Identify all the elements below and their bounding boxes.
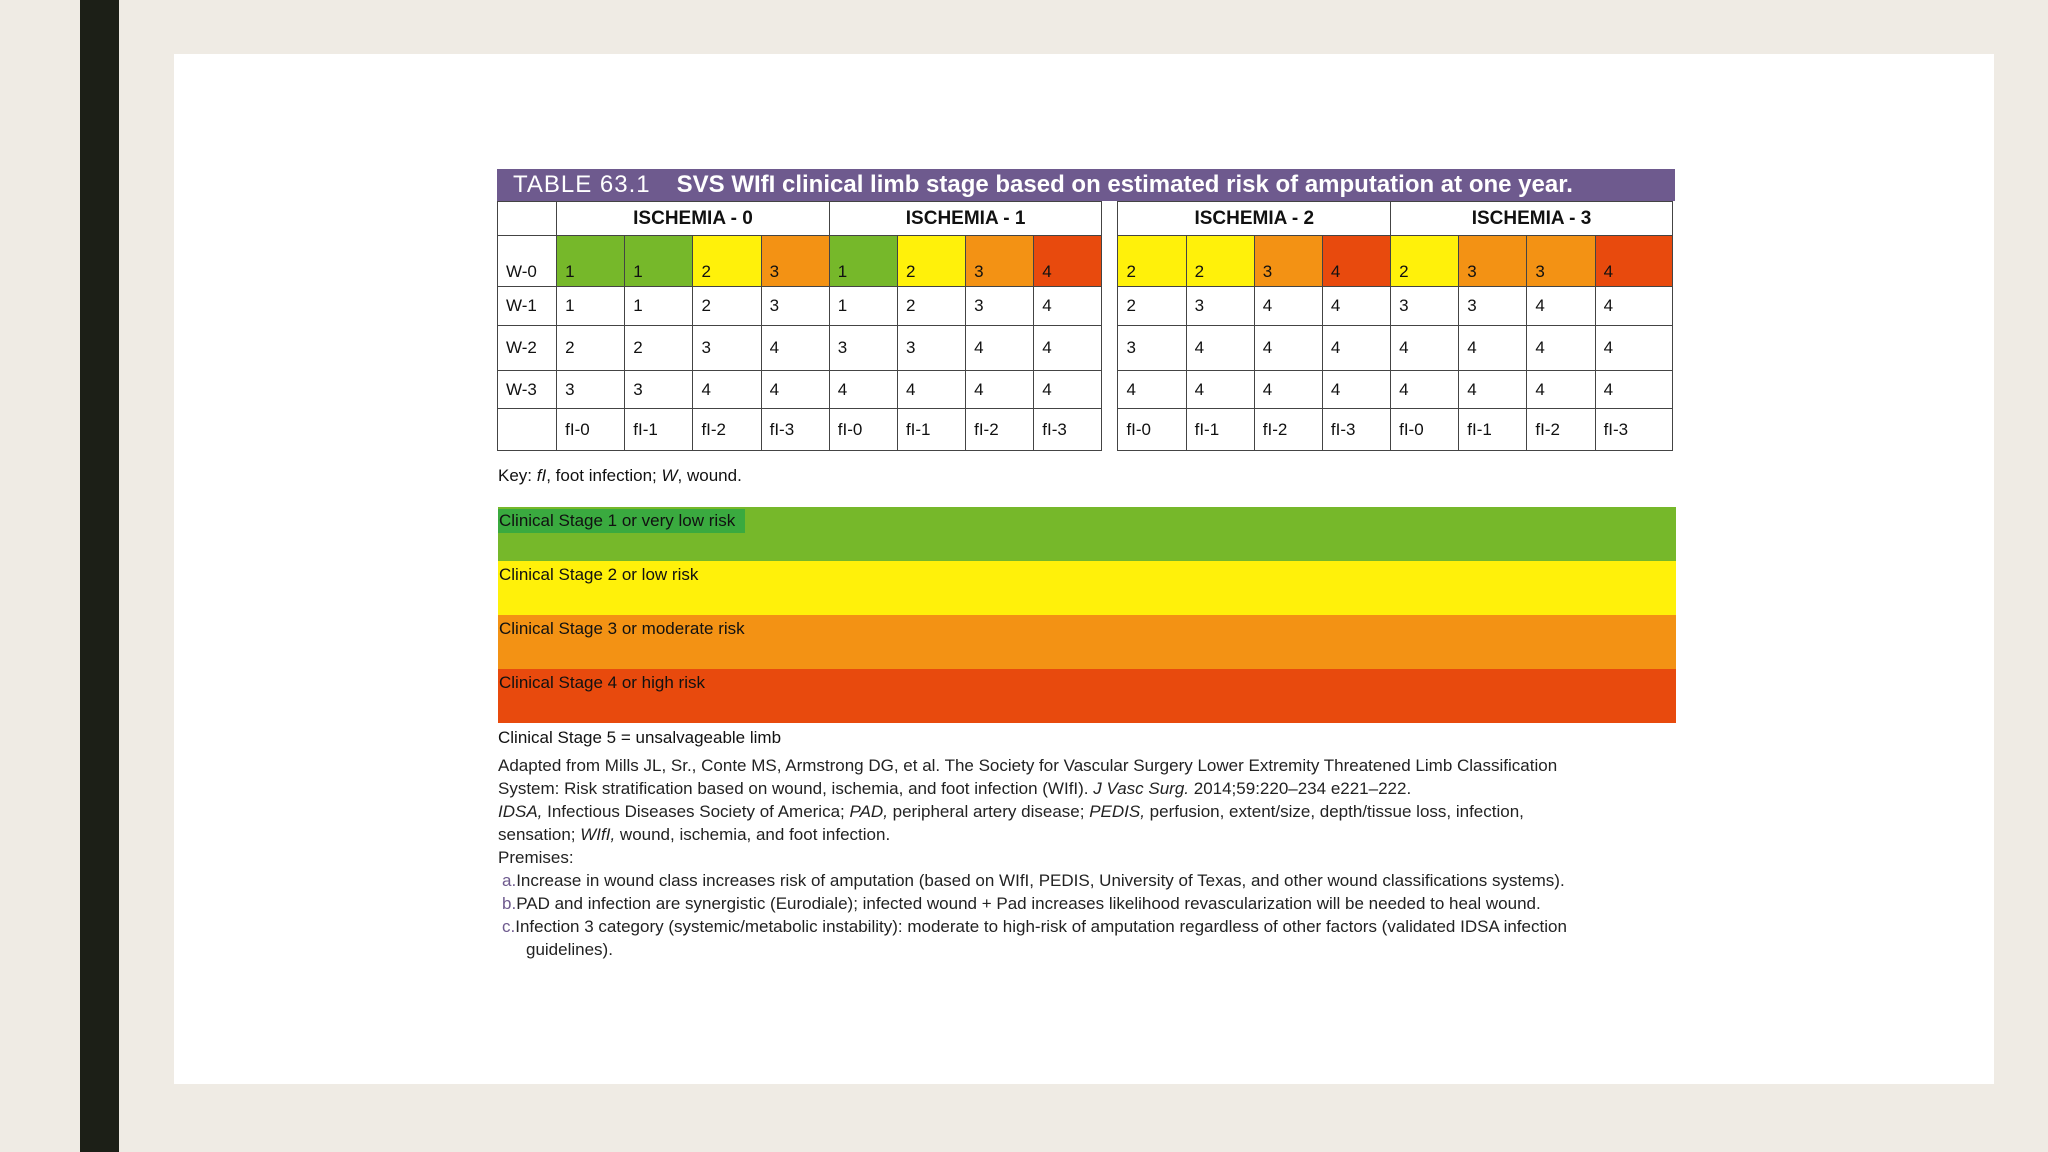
stage-cell: 4 bbox=[1391, 371, 1459, 409]
stage-cell: 4 bbox=[1322, 236, 1390, 287]
stage-cell: 4 bbox=[1322, 371, 1390, 409]
ischemia-header: ISCHEMIA - 0 bbox=[557, 202, 830, 236]
premise-c-continued: guidelines). bbox=[526, 940, 613, 959]
table-title-bar bbox=[497, 169, 1675, 201]
table-notes bbox=[498, 754, 1678, 961]
stage-5-note: Clinical Stage 5 = unsalvageable limb bbox=[498, 728, 782, 747]
legend-stage-1-label: Clinical Stage 1 or very low risk bbox=[498, 509, 745, 533]
legend-stage-2-label: Clinical Stage 2 or low risk bbox=[499, 565, 699, 584]
stage-cell: 3 bbox=[761, 287, 829, 326]
foot-infection-label: fI-0 bbox=[1391, 409, 1459, 451]
stage-cell: 4 bbox=[1595, 371, 1672, 409]
adapted-line-2 bbox=[498, 777, 1678, 800]
column-gap bbox=[1102, 371, 1118, 409]
legend-stage-2 bbox=[498, 561, 1676, 615]
stage-cell: 1 bbox=[557, 236, 625, 287]
key-w-def: , wound. bbox=[677, 466, 742, 485]
table-row bbox=[498, 287, 1673, 326]
stage-cell: 3 bbox=[829, 326, 897, 371]
column-gap bbox=[1102, 236, 1118, 287]
legend-stage-3-label: Clinical Stage 3 or moderate risk bbox=[499, 619, 745, 638]
stage-cell: 3 bbox=[1459, 287, 1527, 326]
premise-b-letter: b. bbox=[502, 894, 517, 913]
stage-cell: 2 bbox=[1391, 236, 1459, 287]
stage-cell: 3 bbox=[1186, 287, 1254, 326]
adapted-line-2a: System: Risk stratification based on wound, ischemia, and foot infection (WIfI). bbox=[498, 779, 1094, 798]
stage-cell: 3 bbox=[966, 287, 1034, 326]
ischemia-header: ISCHEMIA - 3 bbox=[1391, 202, 1673, 236]
stage-cell: 4 bbox=[1527, 371, 1595, 409]
wound-row-label: W-3 bbox=[498, 371, 557, 409]
foot-infection-label: fI-0 bbox=[1118, 409, 1186, 451]
foot-infection-label: fI-1 bbox=[1459, 409, 1527, 451]
corner-cell bbox=[498, 202, 557, 236]
foot-infection-row bbox=[498, 409, 1673, 451]
foot-infection-label: fI-2 bbox=[693, 409, 761, 451]
stage-cell: 3 bbox=[693, 326, 761, 371]
stage-cell: 3 bbox=[625, 371, 693, 409]
key-fi-term: fI bbox=[536, 466, 547, 485]
key-fi-def: , foot infection; bbox=[546, 466, 662, 485]
stage-cell: 4 bbox=[1527, 287, 1595, 326]
foot-infection-label: fI-1 bbox=[625, 409, 693, 451]
adapted-line-2b: 2014;59:220–234 e221–222. bbox=[1189, 779, 1412, 798]
abbr-wifi: WIfI, bbox=[580, 825, 616, 844]
table-row bbox=[498, 236, 1673, 287]
stage-cell: 2 bbox=[897, 287, 965, 326]
stage-cell: 4 bbox=[1254, 287, 1322, 326]
stage-cell: 3 bbox=[897, 326, 965, 371]
abbr-pad: PAD, bbox=[849, 802, 888, 821]
wifi-table bbox=[497, 169, 1675, 451]
stage-cell: 2 bbox=[1118, 236, 1186, 287]
stage-cell: 2 bbox=[625, 326, 693, 371]
stage-cell: 4 bbox=[829, 371, 897, 409]
abbr-idsa-def: Infectious Diseases Society of America; bbox=[542, 802, 850, 821]
stage-cell: 2 bbox=[557, 326, 625, 371]
stage-cell: 4 bbox=[1322, 326, 1390, 371]
stage-cell: 4 bbox=[1527, 326, 1595, 371]
premises-list bbox=[502, 869, 1678, 961]
stage-cell: 4 bbox=[761, 326, 829, 371]
foot-infection-label: fI-3 bbox=[761, 409, 829, 451]
stage-cell: 4 bbox=[1034, 287, 1102, 326]
column-gap bbox=[1102, 287, 1118, 326]
stage-cell: 2 bbox=[693, 236, 761, 287]
abbr-pedis-def: perfusion, extent/size, depth/tissue loss, infection, bbox=[1144, 802, 1524, 821]
foot-infection-label: fI-1 bbox=[897, 409, 965, 451]
stage-cell: 4 bbox=[1322, 287, 1390, 326]
ischemia-header-row bbox=[498, 202, 1673, 236]
foot-infection-label: fI-0 bbox=[829, 409, 897, 451]
ischemia-header: ISCHEMIA - 1 bbox=[829, 202, 1102, 236]
abbr-wifi-def: wound, ischemia, and foot infection. bbox=[615, 825, 891, 844]
legend-stage-4-label: Clinical Stage 4 or high risk bbox=[499, 673, 705, 692]
stage-cell: 3 bbox=[1391, 287, 1459, 326]
stage-grid bbox=[497, 201, 1673, 451]
stage-cell: 4 bbox=[1459, 371, 1527, 409]
stage-cell: 2 bbox=[1118, 287, 1186, 326]
stage-cell: 4 bbox=[1034, 326, 1102, 371]
column-gap bbox=[1102, 202, 1118, 236]
stage-cell: 4 bbox=[897, 371, 965, 409]
foot-infection-label: fI-2 bbox=[1527, 409, 1595, 451]
stage-cell: 4 bbox=[1186, 326, 1254, 371]
legend-stage-1 bbox=[498, 507, 1676, 561]
foot-infection-label: fI-2 bbox=[1254, 409, 1322, 451]
abbr-idsa: IDSA, bbox=[498, 802, 543, 821]
table-row bbox=[498, 326, 1673, 371]
wound-row-label: W-0 bbox=[498, 236, 557, 287]
premise-a bbox=[502, 869, 1678, 892]
stage-cell: 2 bbox=[693, 287, 761, 326]
ischemia-header: ISCHEMIA - 2 bbox=[1118, 202, 1391, 236]
stage-cell: 1 bbox=[625, 287, 693, 326]
column-gap bbox=[1102, 326, 1118, 371]
stage-cell: 4 bbox=[1034, 371, 1102, 409]
abbr-pad-def: peripheral artery disease; bbox=[887, 802, 1090, 821]
stage-cell: 3 bbox=[966, 236, 1034, 287]
premise-c bbox=[502, 915, 1678, 938]
stage-cell: 1 bbox=[557, 287, 625, 326]
premise-a-text: Increase in wound class increases risk of amputation (based on WIfI, PEDIS, University of Texas, and other wound classifications systems). bbox=[516, 871, 1565, 890]
stage-cell: 4 bbox=[1595, 287, 1672, 326]
stage-cell: 4 bbox=[1034, 236, 1102, 287]
table-title: SVS WIfI clinical limb stage based on estimated risk of amputation at one year. bbox=[676, 171, 1573, 198]
premise-b-text: PAD and infection are synergistic (Eurodiale); infected wound + Pad increases likelihood revascularization will be needed to heal wound. bbox=[516, 894, 1541, 913]
premise-a-letter: a. bbox=[502, 871, 517, 890]
stage-cell: 4 bbox=[1254, 371, 1322, 409]
legend-stage-4 bbox=[498, 669, 1676, 723]
table-key bbox=[498, 466, 742, 486]
stage-cell: 3 bbox=[1254, 236, 1322, 287]
stage-cell: 4 bbox=[1186, 371, 1254, 409]
stage-cell: 3 bbox=[1527, 236, 1595, 287]
foot-infection-label: fI-2 bbox=[966, 409, 1034, 451]
key-prefix: Key: bbox=[498, 466, 537, 485]
table-row bbox=[498, 371, 1673, 409]
table-number: TABLE 63.1 bbox=[513, 171, 651, 198]
stage-cell: 2 bbox=[897, 236, 965, 287]
foot-infection-label: fI-1 bbox=[1186, 409, 1254, 451]
side-accent-bar bbox=[80, 0, 119, 1152]
abbreviations-line-2 bbox=[498, 823, 1678, 846]
legend-stage-3 bbox=[498, 615, 1676, 669]
foot-infection-label: fI-3 bbox=[1034, 409, 1102, 451]
premise-c-text: Infection 3 category (systemic/metabolic instability): moderate to high-risk of amputation regardless of other factors (validated IDSA infection bbox=[515, 917, 1567, 936]
stage-cell: 4 bbox=[1595, 326, 1672, 371]
abbreviations-line-1 bbox=[498, 800, 1678, 823]
abbr-line2a: sensation; bbox=[498, 825, 581, 844]
stage-legend bbox=[498, 507, 1676, 723]
stage-cell: 3 bbox=[761, 236, 829, 287]
stage-cell: 4 bbox=[1254, 326, 1322, 371]
abbr-pedis: PEDIS, bbox=[1089, 802, 1145, 821]
stage-cell: 3 bbox=[1118, 326, 1186, 371]
premises-label: Premises: bbox=[498, 848, 574, 867]
stage-cell: 3 bbox=[557, 371, 625, 409]
wound-row-label: W-1 bbox=[498, 287, 557, 326]
stage-cell: 4 bbox=[966, 326, 1034, 371]
stage-cell: 1 bbox=[625, 236, 693, 287]
stage-cell: 4 bbox=[693, 371, 761, 409]
foot-infection-label: fI-3 bbox=[1595, 409, 1672, 451]
stage-cell: 4 bbox=[1118, 371, 1186, 409]
stage-cell: 1 bbox=[829, 287, 897, 326]
stage-cell: 3 bbox=[1459, 236, 1527, 287]
stage-cell: 1 bbox=[829, 236, 897, 287]
empty-label-cell bbox=[498, 409, 557, 451]
stage-cell: 4 bbox=[1391, 326, 1459, 371]
stage-cell: 4 bbox=[1459, 326, 1527, 371]
stage-cell: 4 bbox=[966, 371, 1034, 409]
premise-c-letter: c. bbox=[502, 917, 516, 936]
stage-cell: 4 bbox=[761, 371, 829, 409]
stage-cell: 2 bbox=[1186, 236, 1254, 287]
column-gap bbox=[1102, 409, 1118, 451]
wound-row-label: W-2 bbox=[498, 326, 557, 371]
stage-cell: 4 bbox=[1595, 236, 1672, 287]
foot-infection-label: fI-0 bbox=[557, 409, 625, 451]
premise-b bbox=[502, 892, 1678, 915]
adapted-line-1: Adapted from Mills JL, Sr., Conte MS, Armstrong DG, et al. The Society for Vascular Surgery Lower Extremity Threatened Limb Classification bbox=[498, 756, 1558, 775]
key-w-term: W bbox=[661, 466, 678, 485]
foot-infection-label: fI-3 bbox=[1322, 409, 1390, 451]
journal-name: J Vasc Surg. bbox=[1093, 779, 1190, 798]
